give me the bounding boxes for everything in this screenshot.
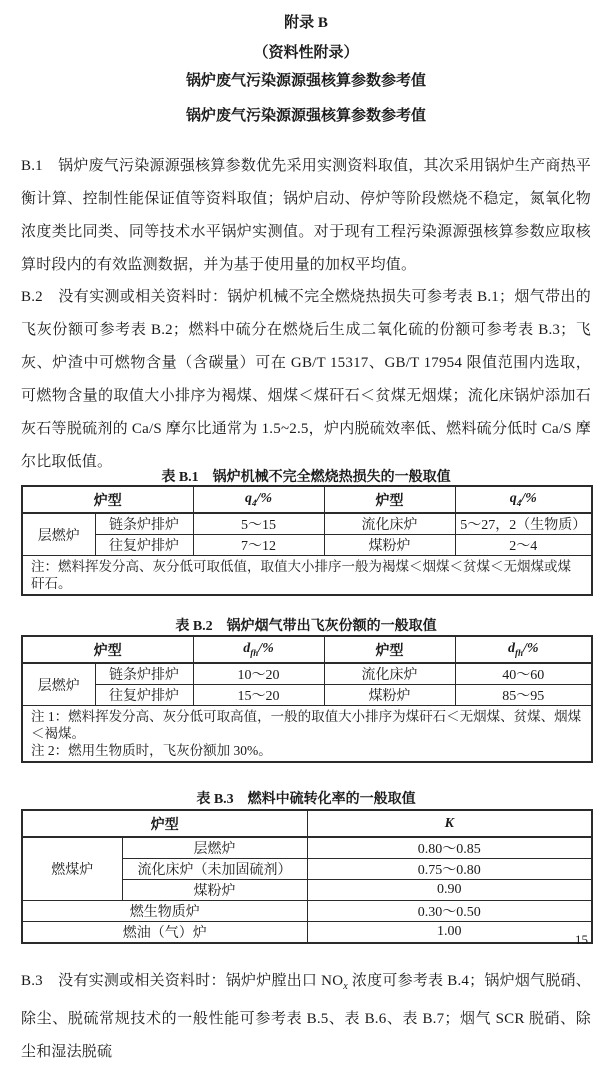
paragraph-b1: B.1 锅炉废气污染源源强核算参数优先采用实测资料取值，其次采用锅炉生产商热平衡计算、控制性能保证值等资料取值；锅炉启动、停炉等阶段燃烧不稳定，氮氧化物浓度类比同类、同等技术水平锅炉实测值。对于现有工程污染源源强核算参数应取核算时段内的有效监测数据，并为基于使用量的加权平均值。 — [21, 158, 591, 273]
cell-subtype: 链条炉排炉 — [95, 513, 193, 535]
cell-q4-value: 7～12 — [193, 535, 324, 556]
table-b3-row-1 — [22, 837, 592, 859]
dfh-symbol: $d_{fh}/\%$ — [243, 641, 274, 658]
cell-subtype: 层燃炉 — [122, 837, 307, 859]
table-b3-header-row — [22, 810, 592, 837]
table-b3-caption: 表 B.3 燃料中硫转化率的一般取值 — [196, 792, 416, 807]
cell-subtype: 往复炉排炉 — [95, 685, 193, 706]
cell-k-value: 0.90 — [307, 880, 592, 901]
table-b1-header-q4-left — [193, 486, 324, 513]
appendix-title-repeat: 锅炉废气污染源源强核算参数参考值 — [185, 108, 426, 124]
table-b1-header-row — [22, 486, 592, 513]
cell-q4-value: 2～4 — [455, 535, 592, 556]
table-b1-header-furnace-type-right: 炉型 — [324, 486, 455, 513]
table-b2-note-row — [22, 706, 592, 763]
appendix-informative-note: （资料性附录） — [253, 45, 359, 61]
table-b2-row-2 — [22, 685, 592, 706]
cell-k-value: 0.75～0.80 — [307, 859, 592, 880]
q4-symbol: $q_4/\%$ — [244, 491, 273, 508]
page-number: 15 — [575, 932, 588, 947]
cell-group-coal-furnace: 燃煤炉 — [22, 837, 122, 901]
cell-subtype: 煤粉炉 — [122, 880, 307, 901]
table-b2 — [21, 635, 593, 763]
cell-dfh-value: 85～95 — [455, 685, 592, 706]
table-b2-caption: 表 B.2 锅炉烟气带出飞灰份额的一般取值 — [175, 619, 437, 634]
table-b1 — [21, 485, 593, 596]
cell-subtype: 链条炉排炉 — [95, 663, 193, 685]
paragraph-b3-post: 浓度可参考表 B.4；锅炉烟气脱硝、除尘、脱硫常规技术的一般性能可参考表 B.5、表 B.6、表 B.7；烟气 SCR 脱硝、除尘和湿法脱硫 — [21, 973, 591, 1060]
cell-k-value: 1.00 — [307, 922, 592, 944]
table-b1-row-2 — [22, 535, 592, 556]
table-b2-row-1 — [22, 663, 592, 685]
cell-furnace-type: 煤粉炉 — [324, 535, 455, 556]
cell-dfh-value: 15～20 — [193, 685, 324, 706]
table-b3-row-4 — [22, 901, 592, 922]
table-b2-header-row — [22, 636, 592, 663]
table-b1-row-1 — [22, 513, 592, 535]
paragraph-b3 — [21, 965, 591, 1069]
table-b3-header-k — [307, 810, 592, 837]
table-b3 — [21, 809, 593, 944]
k-symbol: K — [444, 815, 454, 831]
cell-group-layer-furnace: 层燃炉 — [22, 513, 95, 556]
cell-furnace-type: 煤粉炉 — [324, 685, 455, 706]
cell-q4-value: 5～27，2（生物质） — [455, 513, 592, 535]
cell-furnace-type: 燃油（气）炉 — [22, 922, 307, 944]
table-b1-note-row — [22, 556, 592, 596]
table-b2-notes — [22, 706, 592, 763]
table-b2-header-dfh-left — [193, 636, 324, 663]
cell-q4-value: 5～15 — [193, 513, 324, 535]
table-b1-note: 注：燃料挥发分高、灰分低可取低值，取值大小排序一般为褐煤＜烟煤＜贫煤＜无烟煤或煤矸石。 — [22, 556, 592, 596]
q4-symbol: $q_4/\%$ — [509, 491, 537, 508]
cell-furnace-type: 流化床炉 — [324, 513, 455, 535]
cell-furnace-type: 燃生物质炉 — [22, 901, 307, 922]
cell-k-value: 0.30～0.50 — [307, 901, 592, 922]
cell-dfh-value: 10～20 — [193, 663, 324, 685]
paragraph-b3-pre: B.3 没有实测或相关资料时：锅炉炉膛出口 NO — [21, 973, 344, 989]
cell-furnace-type: 流化床炉 — [324, 663, 455, 685]
dfh-symbol: $d_{fh}/\%$ — [507, 641, 539, 658]
table-b2-header-furnace-type-right: 炉型 — [324, 636, 455, 663]
table-b1-header-q4-right — [455, 486, 592, 513]
cell-k-value: 0.80～0.85 — [307, 837, 592, 859]
table-b2-note-2: 注 2：燃用生物质时，飞灰份额加 30%。 — [31, 743, 272, 758]
cell-subtype: 往复炉排炉 — [95, 535, 193, 556]
appendix-label: 附录 B — [284, 15, 328, 31]
cell-subtype: 流化床炉（未加固硫剂） — [122, 859, 307, 880]
table-b2-header-furnace-type-left: 炉型 — [22, 636, 193, 663]
nox-subscript: x — [343, 981, 348, 992]
table-b3-row-5 — [22, 922, 592, 944]
table-b2-note-1: 注 1：燃料挥发分高、灰分低可取高值，一般的取值大小排序为煤矸石＜无烟煤、贫煤、烟煤＜褐煤。 — [31, 709, 582, 741]
table-b1-header-furnace-type-left: 炉型 — [22, 486, 193, 513]
cell-dfh-value: 40～60 — [455, 663, 592, 685]
appendix-title: 锅炉废气污染源源强核算参数参考值 — [185, 73, 426, 89]
table-b3-header-furnace-type: 炉型 — [22, 810, 307, 837]
table-b1-caption: 表 B.1 锅炉机械不完全燃烧热损失的一般取值 — [161, 470, 451, 485]
paragraph-b2: B.2 没有实测或相关资料时：锅炉机械不完全燃烧热损失可参考表 B.1；烟气带出的飞灰份额可参考表 B.2；燃料中硫分在燃烧后生成二氧化硫的份额可参考表 B.3；飞灰、炉渣中可燃物含量（含碳量）可在 GB/T 15317、GB/T 17954 限值范围内选取，可燃物含量的取值大小排序为褐煤、烟煤＜煤矸石＜贫煤无烟煤；流化床锅炉添加石灰石等脱硫剂的 Ca/S 摩尔比通常为 1.5~2.5，炉内脱硫效率低、燃料硫分低时 Ca/S 摩尔比取低值。 — [21, 289, 591, 470]
table-b2-header-dfh-right — [455, 636, 592, 663]
cell-group-layer-furnace: 层燃炉 — [22, 663, 95, 706]
